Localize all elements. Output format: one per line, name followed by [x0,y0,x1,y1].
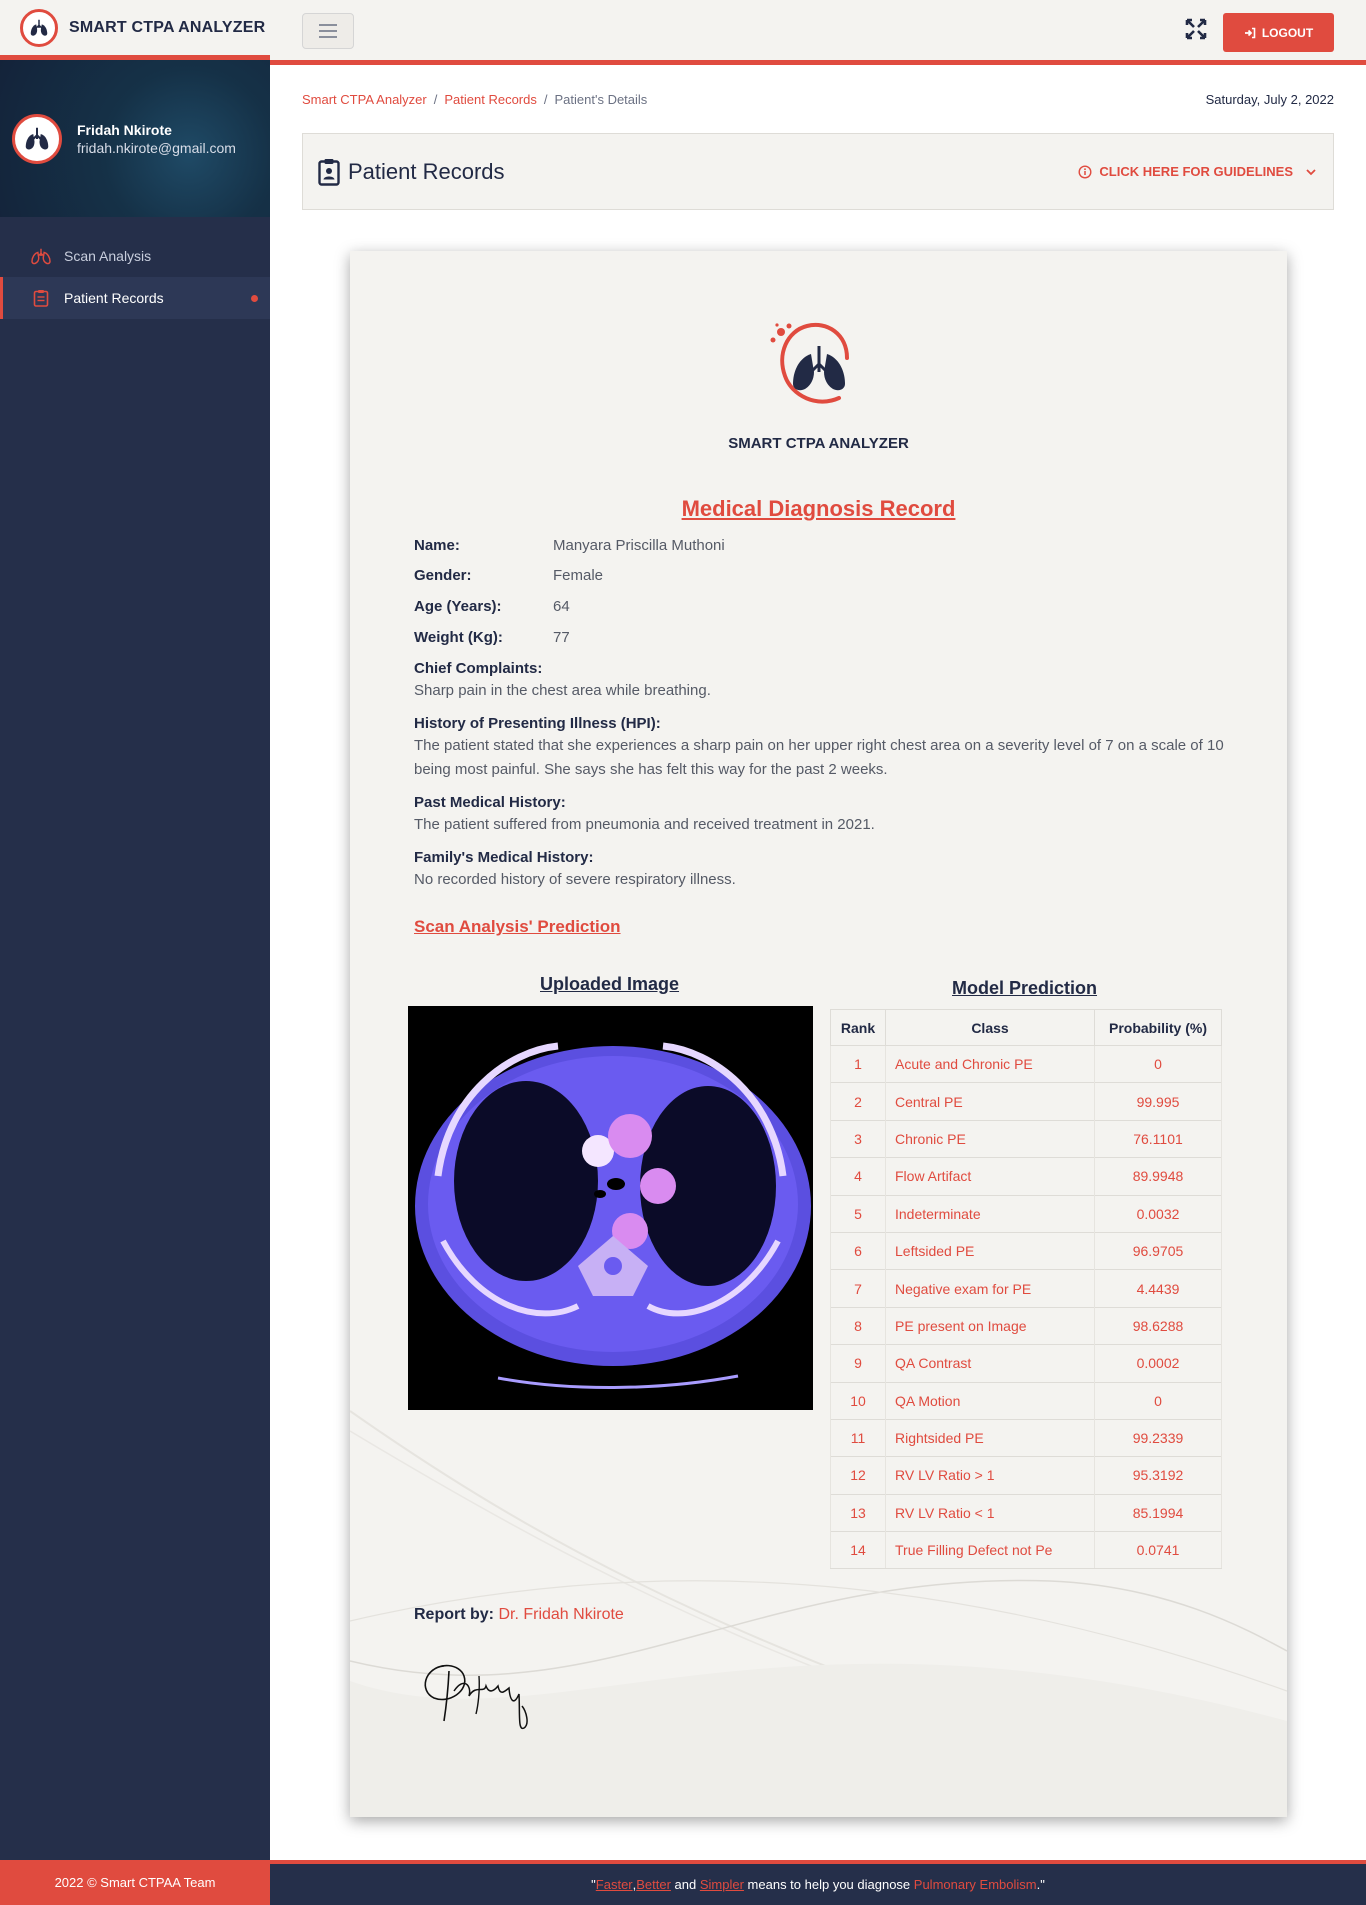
table-row [831,1232,1222,1269]
avatar [12,114,62,164]
probability-cell: 76.1101 [1095,1120,1222,1157]
footer-text: and [670,1877,700,1892]
hamburger-icon [319,24,337,26]
brand[interactable] [0,0,270,60]
probability-cell: 96.9705 [1095,1232,1222,1269]
report-by [414,1606,624,1624]
rank-cell: 10 [831,1382,886,1419]
probability-cell: 85.1994 [1095,1494,1222,1531]
report-by-label: Report by: [414,1606,494,1623]
sidebar-item-label: Patient Records [64,290,164,306]
sidebar [0,0,270,1905]
probability-cell: 99.2339 [1095,1419,1222,1456]
clipboard-icon [30,287,52,309]
field-value: Manyara Priscilla Muthoni [553,537,725,554]
guidelines-label: CLICK HERE FOR GUIDELINES [1099,164,1293,179]
diagnosis-record-card [350,251,1287,1817]
rank-cell: 12 [831,1457,886,1494]
user-email: fridah.nkirote@gmail.com [77,139,236,156]
rank-cell: 11 [831,1419,886,1456]
rank-cell: 9 [831,1345,886,1382]
table-row [831,1532,1222,1569]
rank-cell: 5 [831,1195,886,1232]
probability-cell: 89.9948 [1095,1158,1222,1195]
sidebar-item-scan-analysis[interactable] [0,235,270,277]
hamburger-icon-line [319,30,337,32]
section-value: Sharp pain in the chest area while breathing. [414,682,711,699]
rank-cell: 2 [831,1083,886,1120]
guidelines-toggle[interactable] [1078,164,1317,179]
probability-cell: 0.0002 [1095,1345,1222,1382]
footer-text: , [632,1877,637,1892]
sidebar-nav [0,235,270,319]
class-cell: Negative exam for PE [886,1270,1095,1307]
column-header: Rank [831,1010,886,1046]
table-row [831,1457,1222,1494]
sidebar-item-label: Scan Analysis [64,248,152,264]
model-prediction-title: Model Prediction [952,978,1098,998]
class-cell: Leftsided PE [886,1232,1095,1269]
field-label: Age (Years): [414,598,502,615]
field-weight [414,629,570,646]
class-cell: RV LV Ratio < 1 [886,1494,1095,1531]
footer-quote-open: " [591,1877,596,1892]
sidebar-item-patient-records[interactable] [0,277,270,319]
section-label: Chief Complaints: [414,660,543,677]
class-cell: True Filling Defect not Pe [886,1532,1095,1569]
lungs-logo-icon [20,9,58,47]
rank-cell: 14 [831,1532,886,1569]
class-cell: RV LV Ratio > 1 [886,1457,1095,1494]
class-cell: Rightsided PE [886,1419,1095,1456]
table-row [831,1083,1222,1120]
ct-scan-image [408,1006,813,1410]
scan-prediction-title: Scan Analysis' Prediction [414,917,621,936]
rank-cell: 4 [831,1158,886,1195]
field-gender [414,567,603,584]
logout-button[interactable] [1223,13,1334,52]
rank-cell: 1 [831,1046,886,1083]
table-row [831,1345,1222,1382]
column-header: Probability (%) [1095,1010,1222,1046]
section-past-medical-history [414,794,1234,837]
sidebar-footer: 2022 © Smart CTPAA Team [0,1860,270,1905]
field-name [414,537,725,554]
table-row [831,1307,1222,1344]
probability-cell: 0 [1095,1382,1222,1419]
field-value: 64 [553,598,570,615]
rank-cell: 3 [831,1120,886,1157]
class-cell: PE present on Image [886,1307,1095,1344]
active-indicator [251,295,258,302]
fullscreen-icon [1185,18,1207,40]
section-value: No recorded history of severe respiratory illness. [414,871,736,888]
class-cell: Indeterminate [886,1195,1095,1232]
logout-label: LOGOUT [1261,25,1314,40]
footer-link-simpler[interactable]: Simpler [699,1877,744,1892]
report-by-doctor: Dr. Fridah Nkirote [498,1606,624,1623]
table-row [831,1270,1222,1307]
breadcrumb-current: Patient's Details [554,92,648,107]
field-age [414,598,570,615]
probability-cell: 0.0032 [1095,1195,1222,1232]
field-label: Name: [414,537,460,554]
breadcrumb-section-link[interactable]: Patient Records [444,92,537,107]
smart-ctpa-logo [759,316,879,416]
menu-toggle-button[interactable] [302,13,354,49]
current-date: Saturday, July 2, 2022 [1205,92,1334,107]
page-title: Patient Records [348,158,505,184]
probability-cell: 95.3192 [1095,1457,1222,1494]
info-icon [1078,165,1092,179]
class-cell: Chronic PE [886,1120,1095,1157]
field-label: Weight (Kg): [414,629,503,646]
table-row [831,1494,1222,1531]
brand-title: SMART CTPA ANALYZER [69,18,266,36]
table-row [831,1419,1222,1456]
table-row [831,1120,1222,1157]
class-cell: QA Contrast [886,1345,1095,1382]
prediction-table [830,1009,1222,1569]
uploaded-image-title: Uploaded Image [540,974,680,994]
footer-quote-close: ." [1036,1877,1045,1892]
patient-file-icon [318,158,340,186]
footer-link-faster[interactable]: Faster [595,1877,633,1892]
page-header [302,133,1334,210]
table-row [831,1158,1222,1195]
chevron-down-icon [1305,166,1317,178]
section-label: History of Presenting Illness (HPI): [414,715,661,732]
probability-cell: 0 [1095,1046,1222,1083]
table-row [831,1382,1222,1419]
probability-cell: 99.995 [1095,1083,1222,1120]
table-row [831,1195,1222,1232]
field-value: 77 [553,629,570,646]
section-family-history [414,849,1234,892]
record-app-name: SMART CTPA ANALYZER [728,435,909,452]
section-chief-complaints [414,660,1234,703]
probability-cell: 4.4439 [1095,1270,1222,1307]
class-cell: Acute and Chronic PE [886,1046,1095,1083]
footer-highlight: Pulmonary Embolism [913,1877,1037,1892]
rank-cell: 7 [831,1270,886,1307]
rank-cell: 13 [831,1494,886,1531]
user-name: Fridah Nkirote [77,121,172,138]
footer-bar [270,1860,1366,1905]
breadcrumb-separator: / [433,92,438,107]
section-value: The patient suffered from pneumonia and received treatment in 2021. [414,816,875,833]
table-row [831,1046,1222,1083]
class-cell: QA Motion [886,1382,1095,1419]
probability-cell: 0.0741 [1095,1532,1222,1569]
class-cell: Central PE [886,1083,1095,1120]
sign-in-icon [1244,27,1256,39]
lungs-icon [30,245,52,267]
signature-image [414,1646,544,1736]
breadcrumb-root-link[interactable]: Smart CTPA Analyzer [302,92,427,107]
rank-cell: 6 [831,1232,886,1269]
hamburger-icon-line [319,36,337,38]
breadcrumb [302,92,647,107]
table-header-row [831,1010,1222,1046]
column-header: Class [886,1010,1095,1046]
topbar [270,0,1366,65]
section-value: The patient stated that she experiences a sharp pain on her upper right chest area on a severity level of 7 on a scale of 10 being most painful. She says she has felt this way for the past 2 weeks. [414,737,1224,778]
field-value: Female [553,567,604,584]
section-hpi [414,715,1234,782]
field-label: Gender: [414,567,472,584]
fullscreen-button[interactable] [1185,18,1207,45]
section-label: Family's Medical History: [414,849,594,866]
class-cell: Flow Artifact [886,1158,1095,1195]
user-panel [0,60,270,217]
record-title: Medical Diagnosis Record [681,496,956,521]
rank-cell: 8 [831,1307,886,1344]
section-label: Past Medical History: [414,794,566,811]
footer-link-better[interactable]: Better [636,1877,671,1892]
breadcrumb-separator: / [543,92,548,107]
probability-cell: 98.6288 [1095,1307,1222,1344]
footer-text: means to help you diagnose [743,1877,914,1892]
